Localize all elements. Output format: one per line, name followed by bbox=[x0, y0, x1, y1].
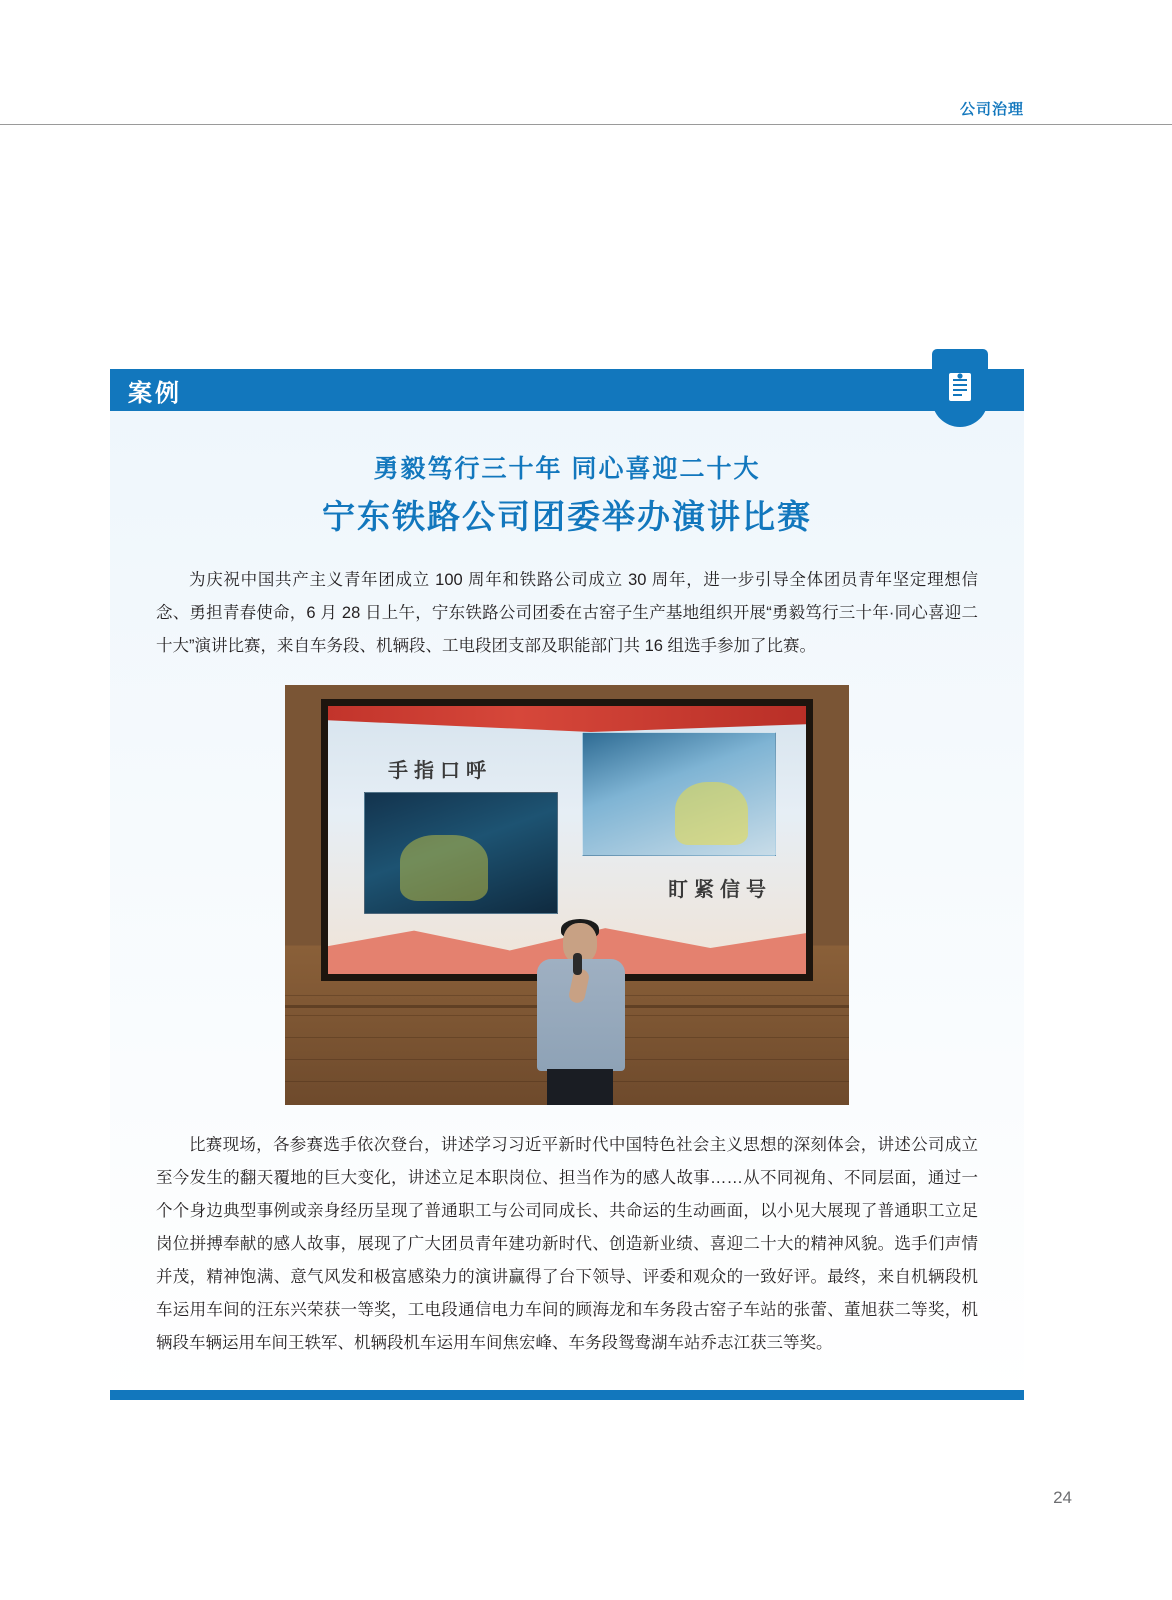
photo-background bbox=[285, 685, 849, 1105]
case-body bbox=[110, 411, 1024, 1360]
microphone-icon bbox=[573, 953, 582, 975]
case-footer-bar bbox=[110, 1390, 1024, 1400]
slide-caption-right: 盯紧信号 bbox=[668, 879, 772, 901]
section-label: 公司治理 bbox=[959, 101, 1024, 118]
headline-subtitle: 勇毅笃行三十年 同心喜迎二十大 bbox=[373, 455, 761, 483]
page-header bbox=[0, 98, 1172, 118]
slide-photo-left bbox=[364, 792, 558, 914]
page-number: 24 bbox=[1053, 1488, 1072, 1507]
headline-title: 宁东铁路公司团委举办演讲比赛 bbox=[322, 498, 812, 535]
case-banner-title: 案例 bbox=[128, 379, 182, 407]
slide-photo-right bbox=[582, 732, 776, 856]
slide-caption-left: 手指口呼 bbox=[388, 760, 492, 782]
paragraph-1: 为庆祝中国共产主义青年团成立 100 周年和铁路公司成立 30 周年，进一步引导全体团员青年坚定理想信念、勇担青春使命，6 月 28 日上午，宁东铁路公司团委在古窑子生产基地组织开展“勇毅笃行三十年·同心喜迎二十大”演讲比赛，来自车务段、机辆段、工电段团支部及职能部门共 16 组选手参加了比赛。 bbox=[156, 571, 978, 655]
speaker-legs bbox=[547, 1069, 613, 1105]
document-badge-icon bbox=[932, 349, 988, 427]
case-banner bbox=[110, 369, 1024, 411]
case-card bbox=[110, 369, 1024, 1400]
paragraph-2: 比赛现场，各参赛选手依次登台，讲述学习习近平新时代中国特色社会主义思想的深刻体会，讲述公司成立至今发生的翻天覆地的巨大变化，讲述立足本职岗位、担当作为的感人故事……从不同视角、不同层面，通过一个个身边典型事例或亲身经历呈现了普通职工与公司同成长、共命运的生动画面，以小见大展现了普通职工立足岗位拼搏奉献的感人故事，展现了广大团员青年建功新时代、创造新业绩、喜迎二十大的精神风貌。选手们声情并茂，精神饱满、意气风发和极富感染力的演讲赢得了台下领导、评委和观众的一致好评。最终，来自机辆段机车运用车间的汪东兴荣获一等奖，工电段通信电力车间的顾海龙和车务段古窑子车站的张蕾、董旭获二等奖，机辆段车辆运用车间王轶军、机辆段机车运用车间焦宏峰、车务段鸳鸯湖车站乔志江获三等奖。 bbox=[156, 1136, 978, 1352]
header-divider bbox=[0, 124, 1172, 125]
speech-contest-photo bbox=[285, 685, 849, 1105]
